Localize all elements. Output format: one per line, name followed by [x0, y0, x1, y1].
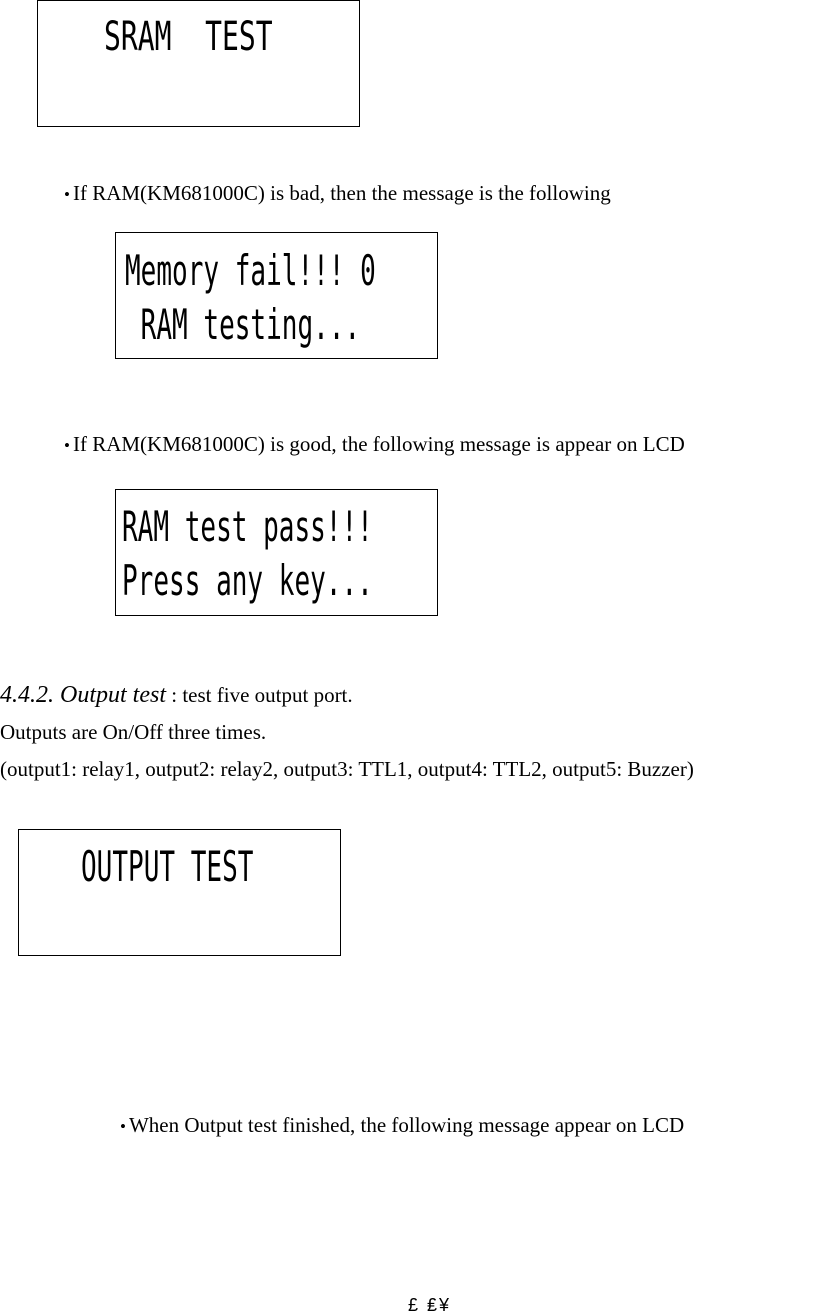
- lcd-line-1: Memory fail!!! 0: [125, 246, 376, 295]
- bullet-icon: •: [64, 185, 70, 204]
- lcd-line-2: RAM testing...: [125, 300, 361, 349]
- bullet-text: If RAM(KM681000C) is bad, then the message is the following: [72, 181, 611, 205]
- section-heading: [0, 683, 353, 707]
- bullet-icon: •: [120, 1117, 126, 1136]
- lcd-line-1: RAM test pass!!!: [122, 502, 373, 551]
- section-line-3: (output1: relay1, output2: relay2, output3: TTL1, output4: TTL2, output5: Buzzer): [0, 757, 694, 781]
- lcd-line-1: SRAM TEST: [104, 14, 273, 60]
- bullet-icon: •: [64, 436, 70, 455]
- lcd-output-test: [18, 829, 341, 956]
- section-title-suffix: : test five output port.: [166, 683, 353, 707]
- bullet-text: If RAM(KM681000C) is good, the following message is appear on LCD: [72, 432, 685, 456]
- bullet-output-done: [120, 1115, 684, 1136]
- lcd-line-2: Press any key...: [122, 556, 373, 605]
- bullet-text: When Output test finished, the following message appear on LCD: [128, 1113, 685, 1137]
- lcd-sram-test: [37, 0, 360, 127]
- page-number: £ ₤¥: [408, 1295, 452, 1315]
- lcd-line-1: OUTPUT TEST: [81, 842, 254, 891]
- lcd-ram-good: [115, 489, 438, 616]
- lcd-ram-bad: [115, 232, 438, 359]
- bullet-ram-good: [64, 434, 685, 455]
- section-title: 4.4.2. Output test: [0, 682, 166, 708]
- section-line-2: Outputs are On/Off three times.: [0, 720, 267, 744]
- bullet-ram-bad: [64, 183, 611, 204]
